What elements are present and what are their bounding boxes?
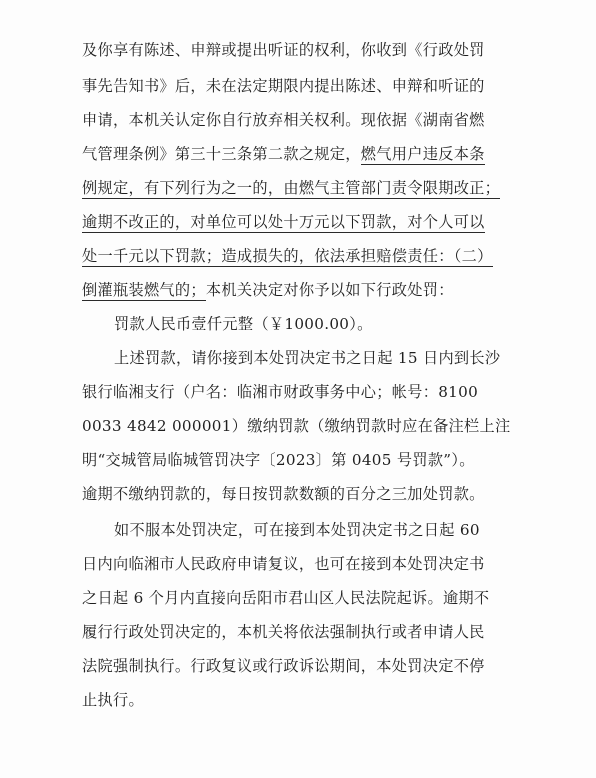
body-line bbox=[82, 178, 500, 198]
body-line: 如不服本处罚决定，可在接到本处罚决定书之日起 60 bbox=[114, 521, 480, 539]
body-line: 银行临湘支行（户名：临湘市财政事务中心；帐号：8100 bbox=[82, 383, 479, 401]
penalty-amount: 罚款人民币壹仟元整（￥1000.00）。 bbox=[114, 315, 373, 333]
body-line: 事先告知书》后，未在法定期限内提出陈述、申辩和听证的 bbox=[82, 77, 485, 95]
body-line: 逾期不缴纳罚款的，每日按罚款数额的百分之三加处罚款。 bbox=[82, 485, 485, 503]
underlined-law-text: 逾期不改正的，对单位可以处十万元以下罚款，对个人可以 bbox=[82, 213, 485, 231]
body-line: 止执行。 bbox=[82, 691, 144, 709]
body-line bbox=[82, 144, 485, 164]
body-line: 之日起 6 个月内直接向岳阳市君山区人民法院起诉。逾期不 bbox=[82, 589, 490, 607]
body-line bbox=[82, 246, 493, 266]
body-text: 本机关决定对你予以如下行政处罚： bbox=[205, 281, 454, 299]
body-line: 申请，本机关认定你自行放弃相关权利。现依据《湖南省燃 bbox=[82, 111, 485, 129]
body-line: 法院强制执行。行政复议或行政诉讼期间，本处罚决定不停 bbox=[82, 657, 485, 675]
body-line bbox=[82, 212, 485, 232]
body-line: 日内向临湘市人民政府申请复议，也可在接到本处罚决定书 bbox=[82, 555, 485, 573]
body-line bbox=[82, 280, 454, 300]
underlined-law-text: 例规定，有下列行为之一的，由燃气主管部门责令限期改正； bbox=[82, 179, 501, 197]
body-line: 上述罚款，请你接到本处罚决定书之日起 15 日内到长沙 bbox=[114, 349, 501, 367]
body-line: 及你享有陈述、申辩或提出听证的权利，你收到《行政处罚 bbox=[82, 41, 485, 59]
underlined-law-text: 处一千元以下罚款；造成损失的，依法承担赔偿责任：（二） bbox=[82, 247, 493, 265]
body-line: 履行行政处罚决定的，本机关将依法强制执行或者申请人民 bbox=[82, 623, 485, 641]
body-text: 气管理条例》第三十三条第二款之规定， bbox=[82, 145, 361, 163]
underlined-law-text: 燃气用户违反本条 bbox=[360, 145, 485, 163]
body-line: 明“交城管局临城管罚决字〔2023〕第 0405 号罚款”）。 bbox=[82, 451, 475, 469]
underlined-law-text: 倒灌瓶装燃气的； bbox=[82, 281, 206, 299]
body-line: 0033 4842 000001）缴纳罚款（缴纳罚款时应在备注栏上注 bbox=[82, 417, 511, 435]
